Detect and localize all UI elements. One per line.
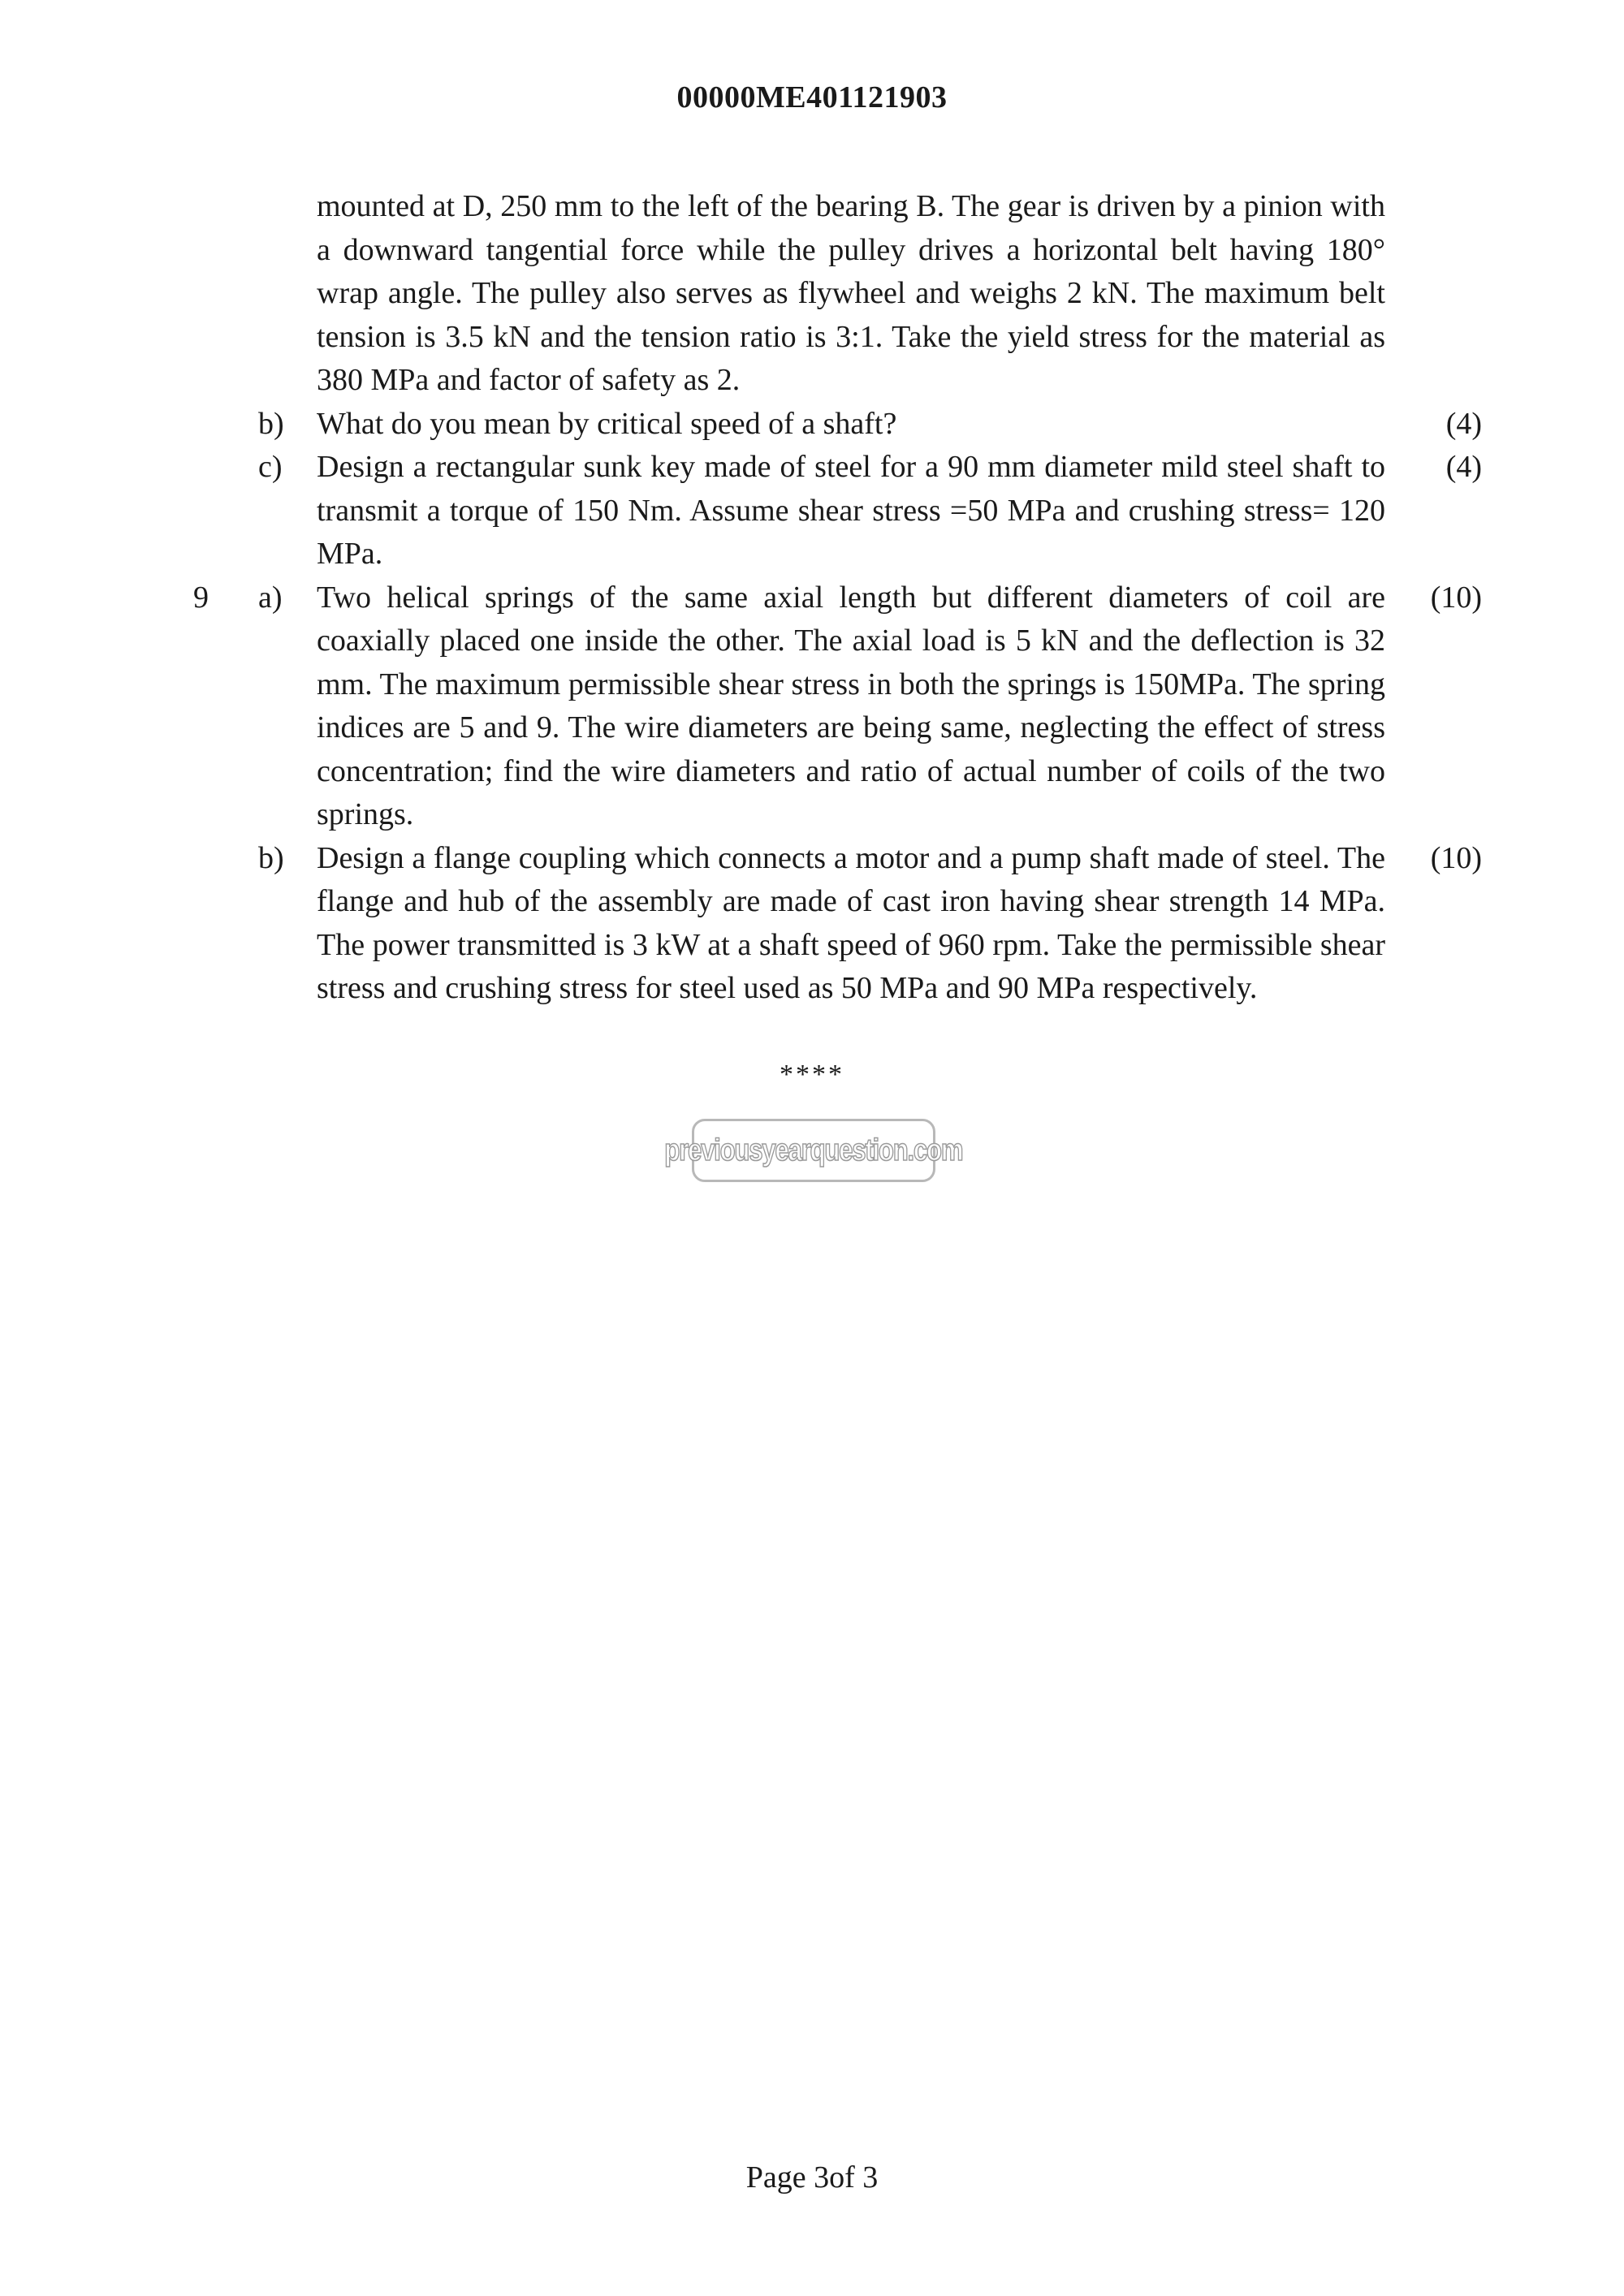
watermark-logo xyxy=(664,1119,963,1182)
question-number: 9 xyxy=(193,580,209,615)
end-of-paper-marker: **** xyxy=(780,1060,844,1090)
question-part-label: b) xyxy=(258,840,284,875)
question-part-label: b) xyxy=(258,406,284,441)
question-item xyxy=(0,446,1624,576)
page-number-footer: Page 3of 3 xyxy=(745,2160,879,2195)
watermark-text: previousyearquestion.com xyxy=(664,1133,963,1167)
question-item xyxy=(0,576,1624,837)
question-item xyxy=(0,837,1624,1011)
question-text: Two helical springs of the same axial length but different diameters of coil are coaxially placed one inside the other. The axial load is 5 kN and the deflection is 32 mm. The maximum permissible shear stress in both the springs is 150MPa. The spring indices are 5 and 9. The wire diameters are being same, neglecting the effect of stress concentration; find the wire diameters and ratio of actual number of coils of the two springs. xyxy=(317,580,1385,831)
question-text: mounted at D, 250 mm to the left of the bearing B. The gear is driven by a pinion with a downward tangential force while the pulley drives a horizontal belt having 180° wrap angle. The pulley also serves as flywheel and weighs 2 kN. The maximum belt tension is 3.5 kN and the tension ratio is 3:1. Take the yield stress for the material as 380 MPa and factor of safety as 2. xyxy=(317,189,1385,397)
question-part-label: a) xyxy=(258,580,283,615)
question-item xyxy=(0,403,1624,447)
question-text: What do you mean by critical speed of a shaft? xyxy=(317,406,897,441)
document-code-header: 00000ME401121903 xyxy=(676,80,948,114)
question-list xyxy=(0,185,1624,1011)
question-part-label: c) xyxy=(258,450,283,484)
question-marks: (4) xyxy=(1445,406,1482,441)
question-marks: (4) xyxy=(1445,450,1482,484)
question-text: Design a flange coupling which connects a motor and a pump shaft made of steel. The flange and hub of the assembly are made of cast iron having shear strength 14 MPa. The power transmitted is 3 kW at a shaft speed of 960 rpm. Take the permissible shear stress and crushing stress for steel used as 50 MPa and 90 MPa respectively. xyxy=(317,840,1385,1005)
question-marks: (10) xyxy=(1430,840,1482,875)
question-text: Design a rectangular sunk key made of steel for a 90 mm diameter mild steel shaft to transmit a torque of 150 Nm. Assume shear stress =50 MPa and crushing stress= 120 MPa. xyxy=(317,450,1385,571)
question-marks: (10) xyxy=(1430,580,1482,615)
question-item xyxy=(0,185,1624,403)
